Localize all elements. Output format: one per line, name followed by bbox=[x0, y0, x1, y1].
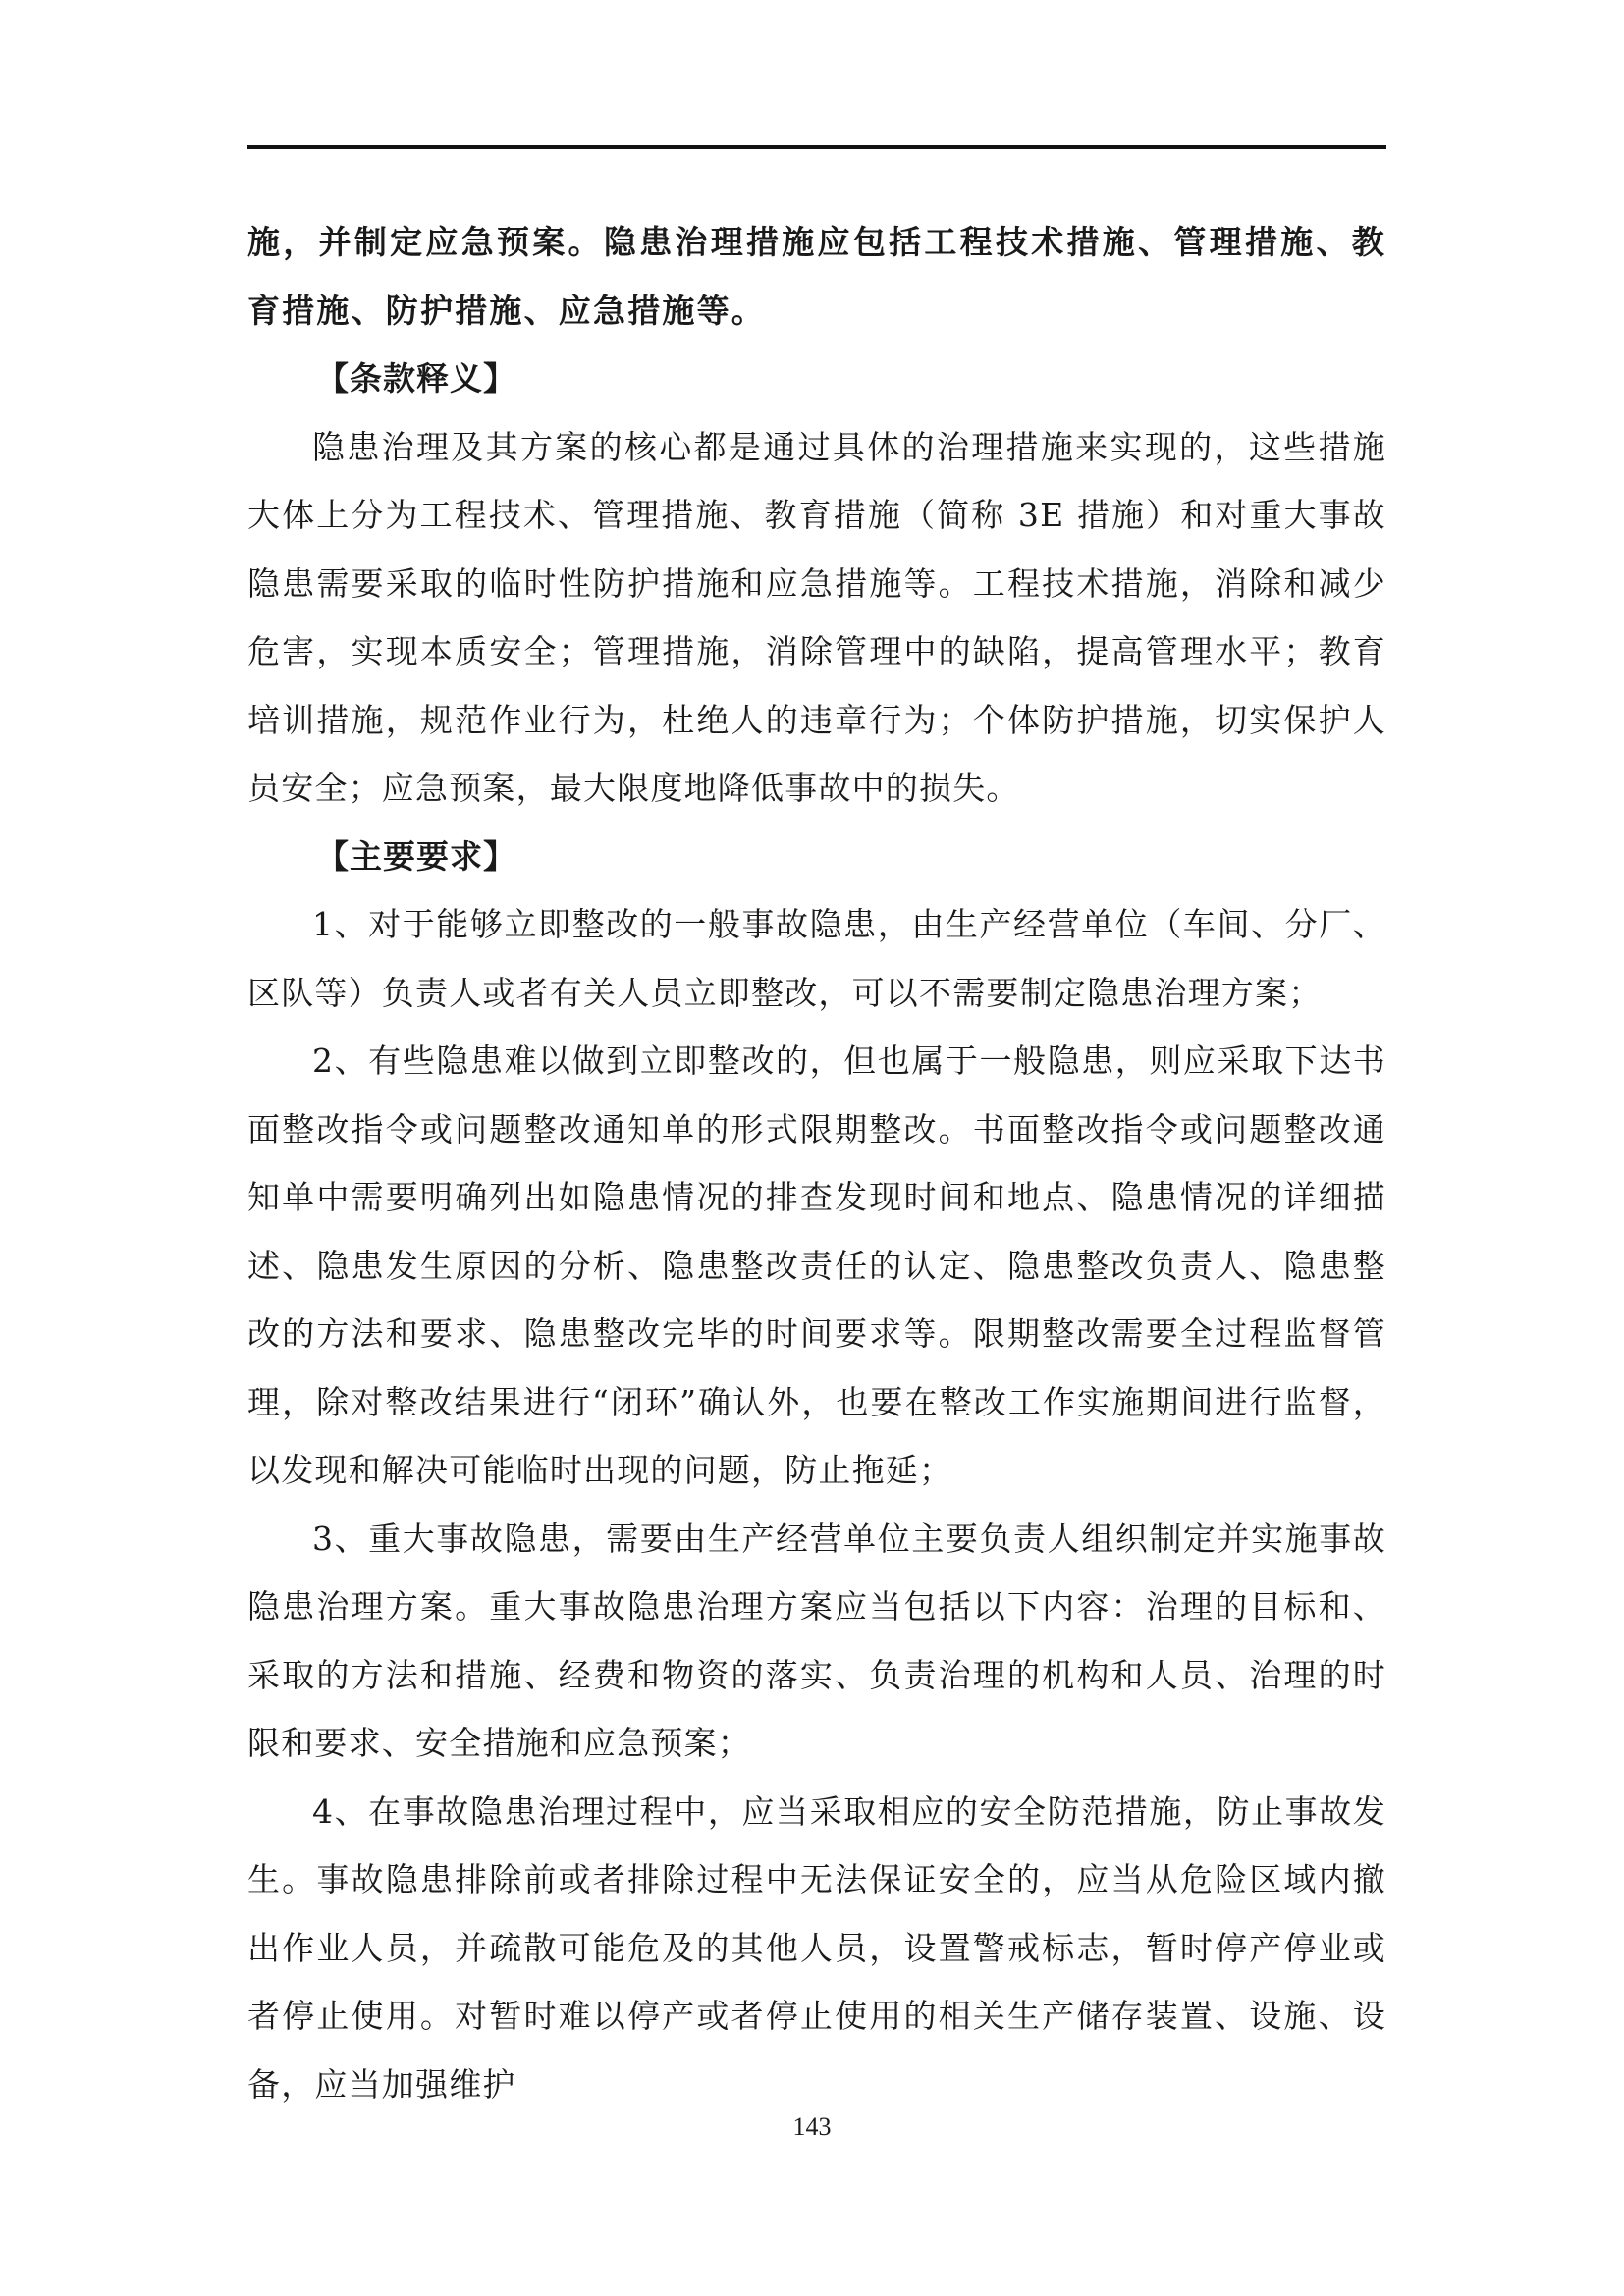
requirement-item-4: 4、在事故隐患治理过程中，应当采取相应的安全防范措施，防止事故发生。事故隐患排除前或者排除过程中无法保证安全的，应当从危险区域内撤出作业人员，并疏散可能危及的其他人员，设置警戒标志，暂时停产停业或者停止使用。对暂时难以停产或者停止使用的相关生产储存装置、设施、设备，应当加强维护 bbox=[247, 1791, 1386, 2104]
header-rule bbox=[247, 145, 1386, 149]
page-content bbox=[247, 208, 1386, 2118]
page-number: 143 bbox=[792, 2112, 832, 2141]
requirement-item-2: 2、有些隐患难以做到立即整改的，但也属于一般隐患，则应采取下达书面整改指令或问题整改通知单的形式限期整改。书面整改指令或问题整改通知单中需要明确列出如隐患情况的排查发现时间和地点、隐患情况的详细描述、隐患发生原因的分析、隐患整改责任的认定、隐患整改负责人、隐患整改的方法和要求、隐患整改完毕的时间要求等。限期整改需要全过程监督管理，除对整改结果进行“闭环”确认外，也要在整改工作实施期间进行监督，以发现和解决可能临时出现的问题，防止拖延； bbox=[247, 1041, 1386, 1489]
clause-interpretation-paragraph: 隐患治理及其方案的核心都是通过具体的治理措施来实现的，这些措施大体上分为工程技术、管理措施、教育措施（简称 3E 措施）和对重大事故隐患需要采取的临时性防护措施和应急措施等。工程技术措施，消除和减少危害，实现本质安全；管理措施，消除管理中的缺陷，提高管理水平；教育培训措施，规范作业行为，杜绝人的违章行为；个体防护措施，切实保护人员安全；应急预案，最大限度地降低事故中的损失。 bbox=[247, 427, 1386, 807]
section-heading-clause-interpretation: 【条款释义】 bbox=[316, 359, 516, 398]
intro-bold-paragraph: 施，并制定应急预案。隐患治理措施应包括工程技术措施、管理措施、教育措施、防护措施、应急措施等。 bbox=[247, 223, 1386, 330]
section-heading-main-requirements: 【主要要求】 bbox=[316, 836, 516, 876]
requirement-item-1: 1、对于能够立即整改的一般事故隐患，由生产经营单位（车间、分厂、区队等）负责人或者有关人员立即整改，可以不需要制定隐患治理方案； bbox=[247, 905, 1386, 1012]
requirement-item-3: 3、重大事故隐患，需要由生产经营单位主要负责人组织制定并实施事故隐患治理方案。重大事故隐患治理方案应当包括以下内容：治理的目标和、采取的方法和措施、经费和物资的落实、负责治理的机构和人员、治理的时限和要求、安全措施和应急预案； bbox=[247, 1519, 1386, 1762]
